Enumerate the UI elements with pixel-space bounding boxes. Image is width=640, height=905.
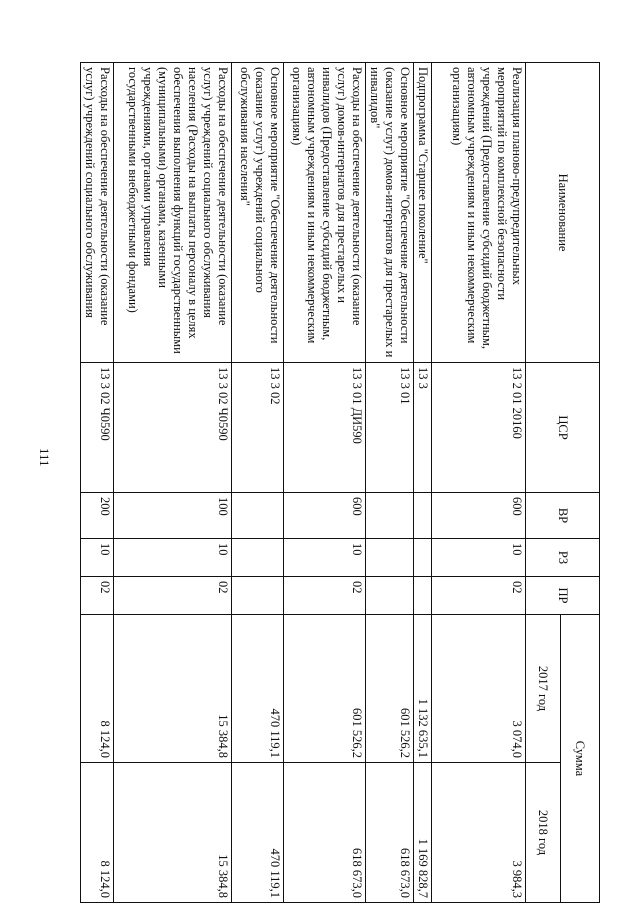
row-rz [232,539,284,577]
row-pr: 02 [114,577,232,615]
row-csr: 13 3 01 ДИ590 [284,363,366,493]
row-2017: 15 384,8 [114,615,232,763]
table-row [232,63,284,903]
row-vr: 200 [81,493,114,539]
table-row [81,63,114,903]
row-name: Основное мероприятие "Обеспечение деятельности (оказание услуг) домов-интернатов для престарелых и инвалидов" [366,63,414,363]
row-rz: 10 [284,539,366,577]
header-2017: 2017 год [526,615,561,763]
header-row [561,63,600,903]
table-row [366,63,414,903]
row-name: Реализация планово-предупредительных мероприятий по комплексной безопасности учреждений (Предоставление субсидий бюджетным, автономным учреждениям и иным некоммерческим организациям) [432,63,526,363]
row-2018: 15 384,8 [114,763,232,903]
header-csr: ЦСР [526,363,600,493]
row-rz: 10 [432,539,526,577]
row-pr: 02 [284,577,366,615]
row-name: Расходы на обеспечение деятельности (оказание услуг) учреждений социального обслуживания [81,63,114,363]
table-row [114,63,232,903]
row-csr: 13 3 02 Ч0590 [81,363,114,493]
header-name: Наименование [526,63,600,363]
rotated-table-container [83,62,600,902]
row-name: Подпрограмма "Старшее поколение" [414,63,432,363]
row-pr [366,577,414,615]
row-vr [232,493,284,539]
row-csr: 13 3 02 Ч0590 [114,363,232,493]
row-csr: 13 3 01 [366,363,414,493]
row-rz [414,539,432,577]
row-2018: 1 169 828,7 [414,763,432,903]
budget-table [80,62,600,903]
row-pr: 02 [432,577,526,615]
row-rz [366,539,414,577]
row-2018: 8 124,0 [81,763,114,903]
row-2017: 8 124,0 [81,615,114,763]
row-rz: 10 [114,539,232,577]
row-2017: 1 132 635,1 [414,615,432,763]
header-rz: РЗ [526,539,600,577]
header-sum: Сумма [561,615,600,903]
row-vr [414,493,432,539]
row-2018: 470 119,1 [232,763,284,903]
row-vr: 600 [432,493,526,539]
row-vr: 600 [284,493,366,539]
row-2018: 618 673,0 [284,763,366,903]
row-csr: 13 2 01 20160 [432,363,526,493]
table-row [284,63,366,903]
row-vr [366,493,414,539]
row-name: Расходы на обеспечение деятельности (оказание услуг) домов-интернатов для престарелых и инвалидов (Предоставление субсидий бюджетным, автономным учреждениям и иным некоммерческим организациям) [284,63,366,363]
row-2017: 3 074,0 [432,615,526,763]
row-name: Расходы на обеспечение деятельности (оказание услуг) учреждений социального обслуживания населения (Расходы на выплаты персоналу в целях обеспечения выполнения функций государственными (муниципальными) органами, казенными учреждениями, органами управления государственными внебюджетными фондами) [114,63,232,363]
row-2017: 601 526,2 [366,615,414,763]
row-pr [232,577,284,615]
table-row [432,63,526,903]
header-vr: ВР [526,493,600,539]
row-2018: 618 673,0 [366,763,414,903]
table-row [414,63,432,903]
row-vr: 100 [114,493,232,539]
row-2017: 470 119,1 [232,615,284,763]
row-pr [414,577,432,615]
header-2018: 2018 год [526,763,561,903]
row-pr: 02 [81,577,114,615]
row-name: Основное мероприятие "Обеспечение деятельности (оказание услуг) учреждений социального обслуживания населения" [232,63,284,363]
row-csr: 13 3 [414,363,432,493]
row-2018: 3 984,3 [432,763,526,903]
row-rz: 10 [81,539,114,577]
row-csr: 13 3 02 [232,363,284,493]
page-number: 111 [37,448,52,467]
row-2017: 601 526,2 [284,615,366,763]
header-pr: ПР [526,577,600,615]
